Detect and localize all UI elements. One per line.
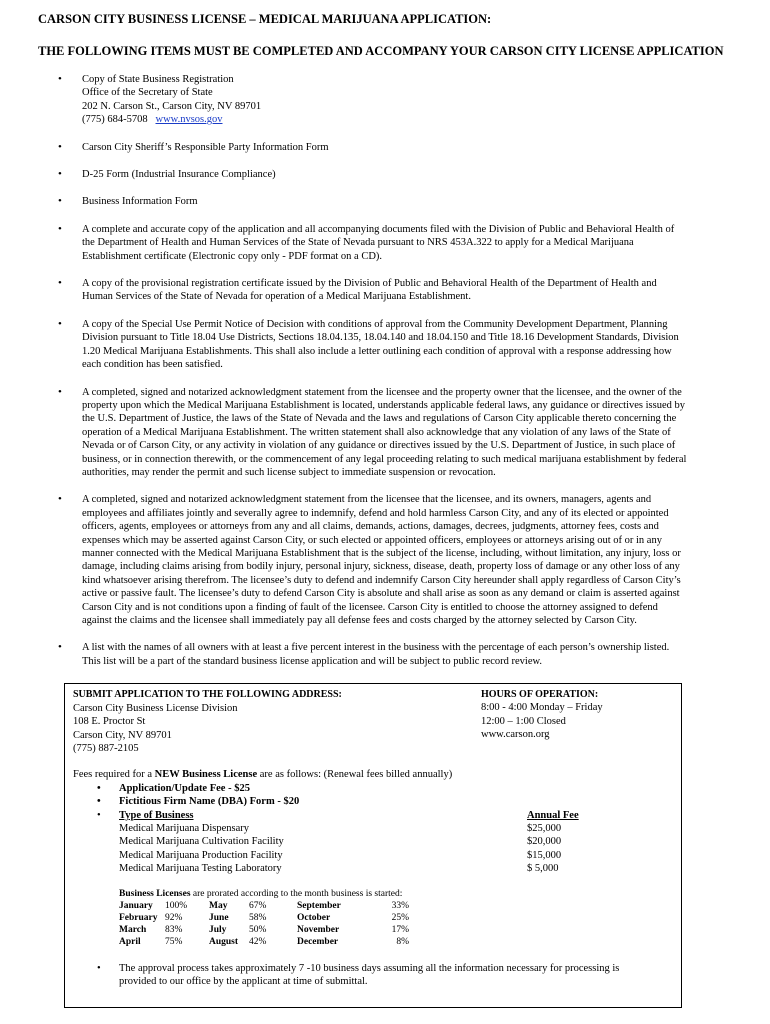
ack-federal-line: operation of a Medical Marijuana Establishment. The written statement shall also acknowledge that any violation of any laws of the State of [82,426,671,438]
state-reg-line3: 202 N. Carson St., Carson City, NV 89701 [82,100,262,112]
copy-app-line: the Department of Health and Human Services of the State of Nevada pursuant to NRS 453A.322 to apply for a Medical Marijuana [82,237,634,249]
fees-intro [73,768,452,781]
list-item-provisional [0,277,770,304]
ack-federal-line: business, or in connection therewith, or the commencement of any legal proceeding relating to such medical marijuana establishment by federal [82,453,687,465]
table-row [119,900,409,912]
month: April [119,937,141,947]
ack-federal-line: authorities, may render the permit and such license subject to immediate suspension or revocation. [82,466,496,478]
state-reg-line4 [82,113,740,126]
business-fee-table [73,822,673,876]
approval-item [73,962,673,989]
dba-fee-item: • Fictitious Firm Name (DBA) Form - $20 [73,795,673,808]
business-fee: $25,000 [527,823,562,834]
hours-heading: HOURS OF OPERATION: [481,689,599,700]
prorate-intro-bold: Business Licenses [119,889,191,899]
list-item-state-registration [0,73,770,127]
requirements-list [0,73,770,682]
ack-indemnify-line: employees and affiliates jointly and severally agree to indemnify, defend and hold harmless Carson City, and any of its elected or appointed [82,507,669,519]
business-fee: $15,000 [527,849,562,861]
page-subtitle: THE FOLLOWING ITEMS MUST BE COMPLETED AND ACCOMPANY YOUR CARSON CITY LICENSE APPLICATION [38,44,724,58]
type-heading: Type of Business [119,809,194,821]
month: July [209,925,227,935]
ack-federal-line: Nevada or of Carson City, or any activity in violation of any guidance or directives issued by the U.S. Department of Justice, in such place of [82,440,676,452]
list-item-ack-federal [0,386,770,480]
ack-indemnify-line: damage, including claims arising from bodily injury, personal injury, sickness, disease, death, property loss of damage or any other loss of any [82,561,680,573]
ack-federal-line: property upon which the Medical Marijuana Establishment is located, understands applicable federal laws, any guidance or directives issued by [82,399,685,411]
percent: 42% [249,937,267,947]
ack-indemnify-line: against the claims and the licensee shall immediately pay all defense fees and costs charged by the attorney selected by Carson City. [82,615,637,626]
ack-indemnify-line: Carson City and is not conditions upon a finding of fault of the licensee. Carson City is entitled to choose the attorney assigned to defend [82,601,658,613]
submit-line3: Carson City, NV 89701 [73,729,172,741]
submit-address [73,702,238,756]
percent: 50% [249,925,267,935]
approval-note [73,962,673,989]
month: January [119,901,153,911]
percent: 75% [165,937,183,947]
fees-intro-post: are as follows: (Renewal fees billed annually) [257,769,453,780]
nvsos-link[interactable]: www.nvsos.gov [155,114,223,126]
hours-line1: 8:00 - 4:00 Monday – Friday [481,702,603,714]
ack-indemnify-line: kind whatsoever arising therefrom. The licensee’s duty to defend and indemnify Carson City hereunder shall apply regardless of Carson City’s [82,574,681,586]
business-name: Medical Marijuana Cultivation Facility [119,836,284,848]
month: February [119,913,158,923]
percent: 92% [165,913,183,923]
fees-list [73,782,673,822]
month: June [209,913,229,923]
prorate-intro-rest: are prorated according to the month business is started: [190,889,403,899]
table-row [119,936,409,948]
bizinfo-text: • Business Information Form [82,196,198,208]
percent: 8% [396,937,409,947]
business-name: Medical Marijuana Production Facility [119,849,283,861]
table-row [73,822,673,835]
d25-text: • D-25 Form (Industrial Insurance Compliance) [82,169,276,181]
month: March [119,925,147,935]
app-fee-item: • Application/Update Fee - $25 [73,782,673,795]
submission-info-box [64,683,682,1008]
submit-heading: SUBMIT APPLICATION TO THE FOLLOWING ADDRESS: [73,689,342,700]
percent: 17% [391,925,409,935]
percent: 25% [391,913,409,923]
state-reg-line1: • Copy of State Business Registration [82,74,234,85]
special-use-line: Division pursuant to Title 18.04 Use Districts, Sections 18.04.135, 18.04.140 and 18.04.150 and Title 18.16 Development Standards, Division [82,332,679,344]
list-item-sheriff [0,141,770,154]
fees-intro-pre: Fees required for a [73,769,155,780]
state-reg-phone: (775) 684-5708 [82,114,148,126]
owners-line: This list will be a part of the standard business license application and will be subject to public record review. [82,655,543,667]
list-item-special-use [0,318,770,372]
percent: 58% [249,913,267,923]
annual-fee-heading: Annual Fee [527,809,579,821]
list-item-owners [0,641,770,668]
month: October [297,913,331,923]
ack-indemnify-line: manner connected with the Medical Marijuana Establishment that is the subject of the license, including, without limitation, any injury, loss or [82,547,681,559]
business-fee: $ 5,000 [527,863,559,875]
month: November [297,925,340,935]
month: September [297,901,341,911]
table-row [119,912,409,924]
table-row [73,849,673,862]
percent: 100% [165,901,188,911]
ack-indemnify-line: officers, agents, employees or attorneys from any and all claims, demands, actions, damages, decrees, judgments, attorney fees, costs and [82,521,659,533]
hours-web: www.carson.org [481,729,550,741]
ack-federal-line: the U.S. Department of Justice, the laws of the State of Nevada and the laws and regulations of Carson City applicable thereto concerning the [82,413,677,425]
submit-line1: Carson City Business License Division [73,703,238,714]
prorate-intro [119,888,409,900]
type-of-business-item [73,809,673,822]
provisional-line: • A copy of the provisional registration certificate issued by the Division of Public and Behavioral Health of the Department of Health and [82,278,657,290]
table-row [73,862,673,875]
table-row [119,924,409,936]
copy-app-line: • A complete and accurate copy of the application and all accompanying documents filed with the Division of Public and Behavioral Health of [82,223,675,235]
business-name: Medical Marijuana Testing Laboratory [119,863,282,875]
provisional-line: Human Services of the State of Nevada for operation of a Medical Marijuana Establishment. [82,291,471,303]
table-row [73,835,673,848]
approval-line: provided to our office by the applicant at time of submittal. [119,976,368,988]
business-name: Medical Marijuana Dispensary [119,823,250,834]
fees-intro-bold: NEW Business License [154,769,258,780]
percent: 83% [165,925,183,935]
submit-phone: (775) 887-2105 [73,743,139,755]
ack-indemnify-line: • A completed, signed and notarized acknowledgment statement from the licensee that the licensee, and its owners, managers, agents and [82,494,652,506]
hours-line2: 12:00 – 1:00 Closed [481,715,566,727]
list-item-application-copy [0,223,770,263]
copy-app-line: Establishment certificate (Electronic copy only - PDF format on a CD). [82,250,383,262]
special-use-line: • A copy of the Special Use Permit Notice of Decision with conditions of approval from the Community Development Department, Planning [82,318,668,330]
page-title: CARSON CITY BUSINESS LICENSE – MEDICAL MARIJUANA APPLICATION: [38,12,492,26]
sheriff-text: • Carson City Sheriff’s Responsible Party Information Form [82,141,329,153]
prorate-table [119,900,409,948]
month: May [209,901,228,911]
ack-indemnify-line: expenses which may be asserted against Carson City, or such elected or appointed officers, employees or attorneys arising out of or in any [82,534,662,546]
month: August [209,937,239,947]
owners-line: • A list with the names of all owners with at least a five percent interest in the business with the percentage of each person’s ownership listed. [82,642,670,654]
state-reg-line2: Office of the Secretary of State [82,87,213,99]
business-fee: $20,000 [527,836,562,848]
list-item-business-info [0,195,770,208]
month: December [297,937,339,947]
special-use-line: each condition has been satisfied. [82,359,223,371]
submit-line2: 108 E. Proctor St [73,716,146,728]
prorate-section [119,888,409,948]
type-heading-row [119,809,673,822]
list-item-ack-indemnify [0,493,770,627]
hours-of-operation [481,688,603,742]
ack-indemnify-line: active or passive fault. The licensee’s duty to defend Carson City is absolute and shall arise as soon as any demand or claim is asserted against [82,588,680,600]
list-item-d25 [0,168,770,181]
percent: 33% [391,901,409,911]
special-use-line: 1.20 Medical Marijuana Establishments. This shall also include a letter outlining each condition of approval with a response addressing how [82,345,672,357]
approval-line: • The approval process takes approximately 7 -10 business days assuming all the information necessary for processing is [119,963,620,974]
ack-federal-line: • A completed, signed and notarized acknowledgment statement from the licensee and the property owner that the licensee, and the owner of the [82,386,682,398]
percent: 67% [249,901,267,911]
